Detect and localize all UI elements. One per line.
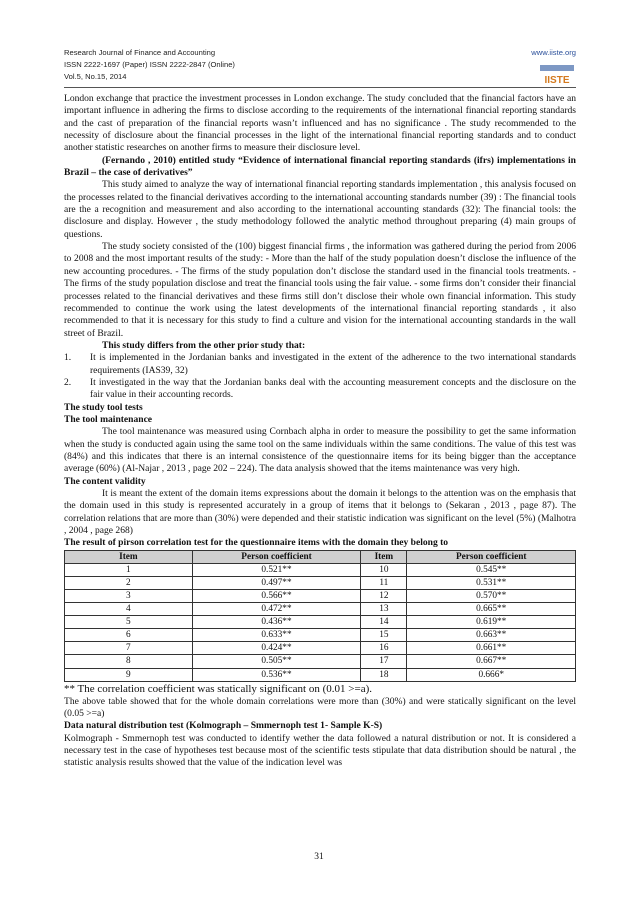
table-cell: 10 — [361, 563, 407, 576]
table-cell: 0.619** — [407, 616, 576, 629]
differences-list — [64, 352, 576, 401]
table-cell: 0.436** — [192, 616, 361, 629]
column-header: Item — [65, 550, 193, 563]
table-header-row — [65, 550, 576, 563]
correlation-table — [64, 550, 576, 682]
table-cell: 0.663** — [407, 629, 576, 642]
table-cell: 0.633** — [192, 629, 361, 642]
paragraph: The above table showed that for the whole domain correlations were more than (30%) and were statically significant on the level (0.05 >=a) — [64, 695, 576, 719]
section-heading: The tool maintenance — [64, 413, 153, 425]
table-cell: 0.531** — [407, 576, 576, 589]
table-row — [65, 563, 576, 576]
table-cell: 7 — [65, 642, 193, 655]
journal-url[interactable]: www.iiste.org — [531, 48, 576, 57]
list-item — [64, 352, 576, 377]
table-row — [65, 603, 576, 616]
table-cell: 11 — [361, 576, 407, 589]
table-cell: 12 — [361, 590, 407, 603]
table-cell: 0.545** — [407, 563, 576, 576]
iiste-logo — [538, 63, 576, 87]
list-text: It is implemented in the Jordanian banks and investigated in the extent of the adherence to the two international standards requirements (IAS39, 32) — [90, 352, 576, 376]
column-header: Person coefficient — [192, 550, 361, 563]
page-number: 31 — [314, 852, 324, 862]
logo-text: IISTE — [544, 75, 570, 86]
article-body — [64, 93, 576, 770]
table-note: ** The correlation coefficient was statically significant on (0.01 >=a). — [64, 682, 372, 695]
table-cell: 2 — [65, 576, 193, 589]
list-number: 2. — [64, 376, 72, 388]
paragraph: It is meant the extent of the domain items expressions about the domain it belongs to the attention was on the emphasis that the domain used in this study is represented accurately in a group of items that it belongs to (Sekaran , 2013 , page 87). The correlation relations that are more than (30%) were depended and their statistic indication was significant on the level (5%) (Malhotra , 2004 , page 268) — [64, 488, 576, 537]
journal-issn: ISSN 2222-1697 (Paper) ISSN 2222-2847 (Online) — [64, 60, 235, 70]
paragraph: Kolmograph - Smmernoph test was conducted to identify wether the data followed a natural distribution or not. It is considered a necessary test in the case of hypotheses test because most of the scientific tests stipulate that data distribution should be natural , the statistic analysis results showed that the value of the indication level was — [64, 732, 576, 769]
reference-title: (Fernando , 2010) entitled study “Evidence of international financial reporting standards (ifrs) implementations in Brazil – the case of derivatives” — [64, 154, 576, 179]
list-text: It investigated in the way that the Jordanian banks deal with the accounting measurement concepts and the disclosure on the fair value in their accounting records. — [90, 376, 576, 401]
journal-header — [64, 47, 235, 84]
table-cell: 0.424** — [192, 642, 361, 655]
table-cell: 8 — [65, 655, 193, 668]
table-cell: 0.472** — [192, 603, 361, 616]
table-cell: 0.667** — [407, 655, 576, 668]
table-cell: 17 — [361, 655, 407, 668]
column-header: Item — [361, 550, 407, 563]
table-cell: 0.536** — [192, 668, 361, 681]
journal-title: Research Journal of Finance and Accounting — [64, 48, 216, 57]
section-heading: The content validity — [64, 475, 146, 487]
section-heading: Data natural distribution test (Kolmograph – Smmernoph test 1- Sample K-S) — [64, 720, 383, 732]
table-cell: 5 — [65, 616, 193, 629]
table-cell: 6 — [65, 629, 193, 642]
table-row — [65, 655, 576, 668]
table-cell: 0.666* — [407, 668, 576, 681]
table-cell: 1 — [65, 563, 193, 576]
table-cell: 0.665** — [407, 603, 576, 616]
table-cell: 0.661** — [407, 642, 576, 655]
table-cell: 0.505** — [192, 655, 361, 668]
paragraph: The tool maintenance was measured using Cornbach alpha in order to measure the possibility to get the same information when the study is conducted again using the same tool on the same individuals within the same conditions. The value of this test was (84%) and this indicates that there is an internal consistence of the questionnaire items for its being bigger than the acceptance average (60%) (Al-Najar , 2013 , page 202 – 224). The data analysis showed that the items maintenance was very high. — [64, 426, 576, 475]
table-cell: 13 — [361, 603, 407, 616]
table-cell: 0.521** — [192, 563, 361, 576]
column-header: Person coefficient — [407, 550, 576, 563]
section-heading: The study tool tests — [64, 401, 143, 413]
journal-volume: Vol.5, No.15, 2014 — [64, 72, 127, 82]
table-row — [65, 616, 576, 629]
table-row — [65, 668, 576, 681]
table-cell: 15 — [361, 629, 407, 642]
table-row — [65, 629, 576, 642]
table-cell: 9 — [65, 668, 193, 681]
table-cell: 4 — [65, 603, 193, 616]
table-cell: 0.497** — [192, 576, 361, 589]
table-row — [65, 576, 576, 589]
differs-heading: This study differs from the other prior study that: — [102, 339, 306, 351]
table-row — [65, 642, 576, 655]
table-cell: 18 — [361, 668, 407, 681]
paragraph: London exchange that practice the investment processes in London exchange. The study concluded that the financial factors have an important influence in adhering the firms to disclose according to the requirements of the international financial reporting standards and the cast of preparation of the financial reports wasn’t influenced and has no significance . The study recommended to the necessity of disclosure about the financial processes in the light of the international financial reporting standards and to conduct another statistic researches on another firms to measure their disclosure level. — [64, 93, 576, 154]
list-number: 1. — [64, 352, 72, 364]
table-row — [65, 590, 576, 603]
table-title: The result of pirson correlation test for the questionnaire items with the domain they belong to — [64, 537, 449, 549]
paragraph: This study aimed to analyze the way of international financial reporting standards implementation , this analysis focused on the processes related to the financial derivatives according to the international accounting standards number (39) : The financial tools are the a recognition and measurement and also according to the international accounting standards (32): The financial tools: the disclosure and display. However , the study methodology followed the analytic method throughout preparing (4) main groups of questions. — [64, 179, 576, 240]
header-divider — [64, 87, 576, 88]
table-cell: 0.566** — [192, 590, 361, 603]
table-cell: 14 — [361, 616, 407, 629]
table-cell: 16 — [361, 642, 407, 655]
table-cell: 0.570** — [407, 590, 576, 603]
list-item — [64, 377, 576, 402]
paragraph: The study society consisted of the (100) biggest financial firms , the information was gathered during the period from 2006 to 2008 and the most important results of the study: - More than the half of the study population doesn’t disclose the influence of the new accounting procedures. - The firms of the study population don’t disclose the standard used in the financial tools treatments. - The firms of the study population disclose and treat the financial tools using the fair value. - some firms don’t consider their financial processes related to the financial derivatives and these firms still don’t disclose their whole own financial information. This study recommended to continue the work using the latest developments of the international financial reporting standards , it also recommended to that it is necessary for this study to find a culture and vision for the international accounting standards in the wall street of Brazil. — [64, 241, 576, 339]
table-cell: 3 — [65, 590, 193, 603]
